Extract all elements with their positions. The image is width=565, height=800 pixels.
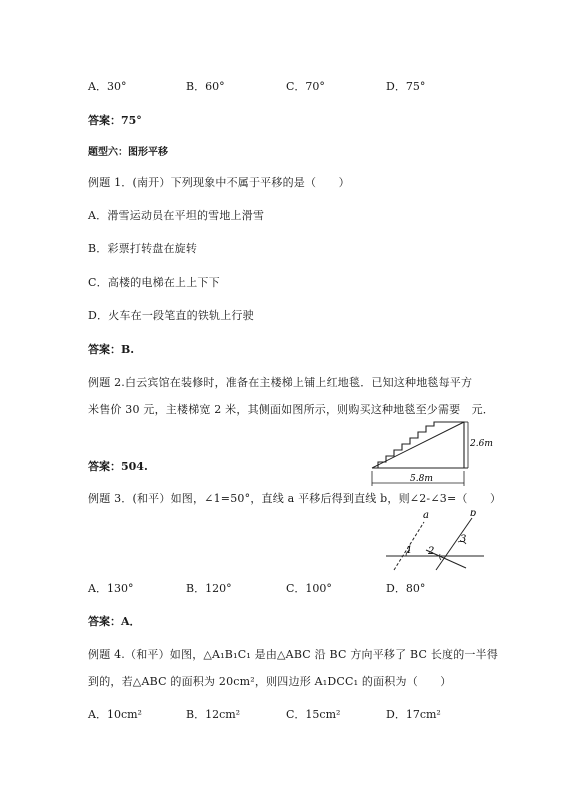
example-1-option-a: A．滑雪运动员在平坦的雪地上滑雪 xyxy=(88,209,265,222)
staircase-figure xyxy=(368,418,496,494)
example-4-option-d: D．17cm² xyxy=(386,708,441,721)
example-3-option-a: A．130° xyxy=(88,582,134,595)
example-1-option-d: D．火车在一段笔直的铁轨上行驶 xyxy=(88,309,254,322)
stair-slope-line xyxy=(372,422,464,468)
example-2-answer: 答案：504. xyxy=(88,460,148,473)
example-3-option-d: D．80° xyxy=(386,582,426,595)
angle-3-label: 3 xyxy=(460,534,467,545)
prev-option-a: A．30° xyxy=(88,80,127,93)
label-a: a xyxy=(423,510,429,521)
example-1-stem: 例题 1．(南开）下列现象中不属于平移的是（ ） xyxy=(88,176,350,189)
example-4-option-a: A．10cm² xyxy=(88,708,142,721)
label-b: b xyxy=(470,510,477,519)
prev-answer: 答案：75° xyxy=(88,114,142,127)
base-label: 5.8m xyxy=(410,474,433,484)
parallel-lines-figure xyxy=(386,510,486,572)
example-4-option-b: B．12cm² xyxy=(186,708,241,721)
prev-option-d: D．75° xyxy=(386,80,426,93)
example-3-stem: 例题 3．(和平）如图，∠1=50°，直线 a 平移后得到直线 b，则∠2-∠3=（ ） xyxy=(88,492,502,505)
angle-2-label: 2 xyxy=(428,546,435,557)
example-1-option-c: C．高楼的电梯在上上下下 xyxy=(88,276,220,289)
example-1-option-b: B．彩票打转盘在旋转 xyxy=(88,242,198,255)
example-2-line-1: 例题 2.白云宾馆在装修时，准备在主楼梯上铺上红地毯．已知这种地毯每平方 xyxy=(88,376,473,389)
height-label: 2.6m xyxy=(470,439,493,449)
example-1-answer: 答案：B. xyxy=(88,343,135,356)
angle-1-label: 1 xyxy=(406,545,413,556)
example-4-option-c: C．15cm² xyxy=(286,708,341,721)
prev-option-b: B．60° xyxy=(186,80,225,93)
example-3-option-b: B．120° xyxy=(186,582,232,595)
prev-option-c: C．70° xyxy=(286,80,325,93)
example-4-line-1: 例题 4.（和平）如图，△A₁B₁C₁ 是由△ABC 沿 BC 方向平移了 BC 长度的一半得 xyxy=(88,648,499,661)
example-2-line-2: 米售价 30 元，主楼梯宽 2 米，其侧面如图所示，则购买这种地毯至少需要 元． xyxy=(88,403,494,416)
section-title: 题型六：图形平移 xyxy=(88,147,168,158)
example-3-option-c: C．100° xyxy=(286,582,332,595)
example-3-answer: 答案：A． xyxy=(88,615,141,628)
example-4-line-2: 到的，若△ABC 的面积为 20cm²，则四边形 A₁DCC₁ 的面积为（ ） xyxy=(88,675,452,688)
